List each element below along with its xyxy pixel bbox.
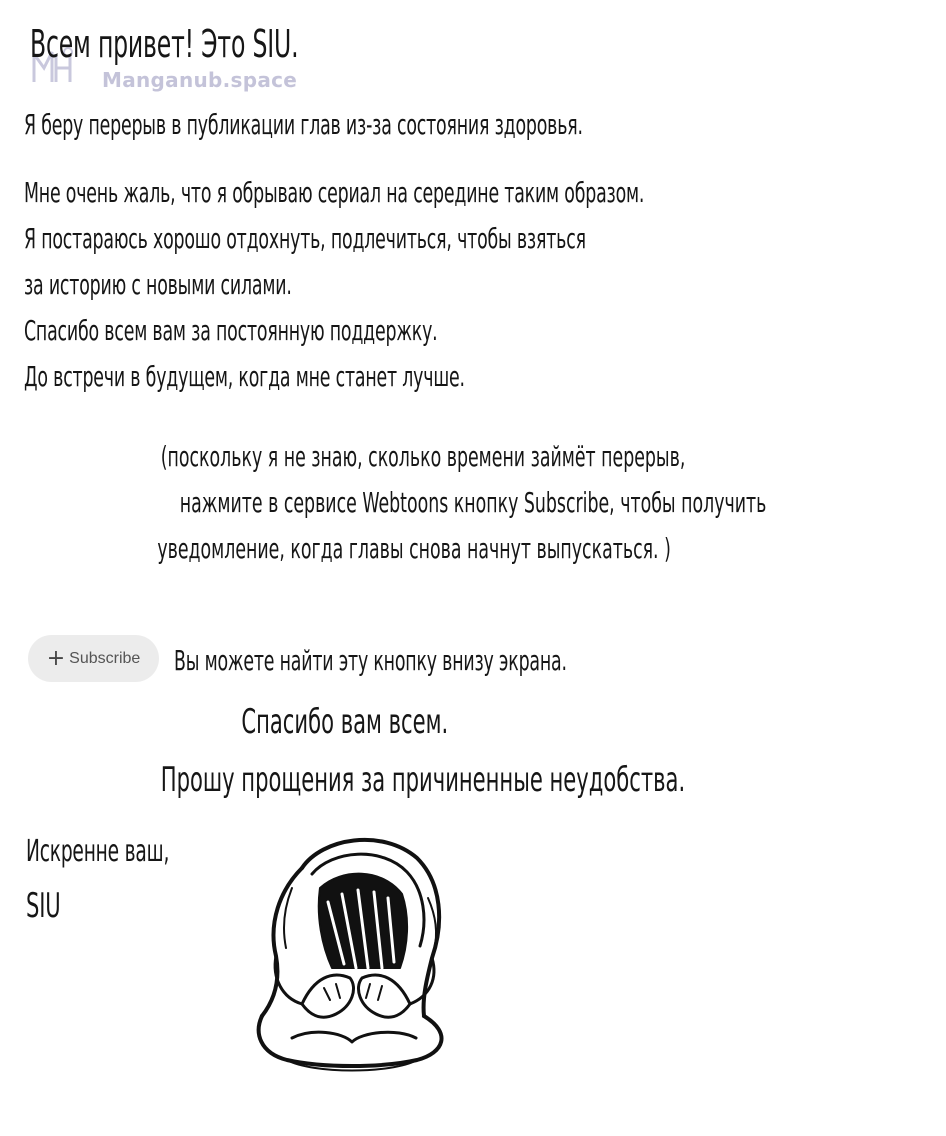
body-line: за историю с новыми силами. <box>24 268 292 301</box>
subscribe-hint: Вы можете найти эту кнопку внизу экрана. <box>174 644 567 677</box>
subscribe-button[interactable] <box>28 635 159 682</box>
break-notice: Я беру перерыв в публикации глав из-за состояния здоровья. <box>24 108 583 141</box>
note-line: уведомление, когда главы снова начнут выпускаться. ) <box>157 532 671 565</box>
signature-closing: Искренне ваш, <box>26 834 170 869</box>
watermark-text: Manganub.space <box>102 68 298 92</box>
signature-name: SIU <box>26 886 61 926</box>
note-line: (поскольку я не знаю, сколько времени займёт перерыв, <box>160 440 686 473</box>
thanks-line: Спасибо вам всем. <box>241 702 449 742</box>
subscribe-button-label: Subscribe <box>69 649 141 667</box>
body-line: Спасибо всем вам за постоянную поддержку. <box>24 314 438 347</box>
apology-line: Прошу прощения за причиненные неудобства. <box>160 760 686 800</box>
note-line: нажмите в сервисе Webtoons кнопку Subscribe, чтобы получить <box>179 486 767 519</box>
body-line: Я постараюсь хорошо отдохнуть, подлечиться, чтобы взяться <box>24 222 586 255</box>
body-line: До встречи в будущем, когда мне станет лучше. <box>24 360 465 393</box>
greeting-title: Всем привет! Это SIU. <box>30 22 299 66</box>
body-line: Мне очень жаль, что я обрываю сериал на середине таким образом. <box>24 176 645 209</box>
hooded-figure-crying-sketch <box>232 828 472 1078</box>
plus-icon: + <box>46 645 66 671</box>
